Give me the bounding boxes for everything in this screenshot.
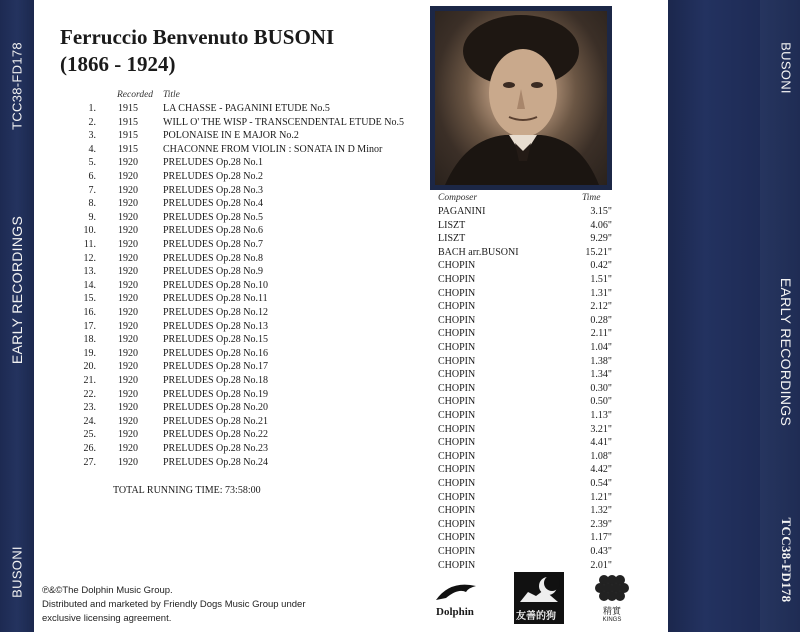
track-title: PRELUDES Op.28 No.5 (163, 211, 264, 223)
track-row (0, 156, 800, 170)
track-title: PRELUDES Op.28 No.19 (163, 388, 269, 400)
track-row (0, 184, 800, 198)
track-composer: CHOPIN (438, 532, 476, 544)
track-time: 1.04" (590, 342, 612, 353)
track-year: 1920 (118, 171, 138, 182)
track-number: 22. (83, 388, 96, 400)
track-composer: BACH arr.BUSONI (438, 246, 519, 258)
track-number: 24. (83, 415, 96, 427)
track-composer: CHOPIN (438, 355, 476, 367)
composer-row (0, 382, 800, 396)
track-number: 27. (83, 456, 96, 468)
composer-row (0, 205, 800, 219)
composer-row (0, 355, 800, 369)
track-time: 1.38" (590, 355, 612, 367)
page-title (60, 24, 334, 78)
kings-logo-cn: 精實 (602, 607, 621, 617)
track-year: 1920 (118, 456, 138, 468)
left-spine-series: EARLY RECORDINGS (9, 215, 25, 365)
track-time: 1.31" (590, 287, 612, 299)
track-year: 1920 (118, 225, 138, 237)
track-number: 12. (83, 252, 96, 264)
track-year: 1915 (118, 143, 138, 155)
composer-dates: (1866 - 1924) (60, 52, 176, 76)
track-time: 2.01" (590, 559, 612, 571)
track-year: 1920 (118, 402, 138, 414)
track-composer: CHOPIN (438, 505, 476, 517)
track-time: 15.21" (585, 246, 612, 258)
composer-row (0, 395, 800, 409)
dolphin-logo (432, 578, 488, 624)
track-row (0, 170, 800, 184)
track-time: 2.11" (590, 328, 612, 340)
track-title: LA CHASSE - PAGANINI ETUDE No.5 (163, 103, 330, 114)
track-row (0, 102, 800, 116)
track-year: 1915 (118, 103, 138, 114)
composer-row (0, 559, 800, 573)
track-number: 21. (83, 375, 96, 386)
track-time: 0.54" (590, 478, 612, 489)
track-year: 1920 (118, 415, 138, 427)
track-title: PRELUDES Op.28 No.15 (163, 334, 269, 346)
track-year: 1920 (118, 388, 138, 400)
track-number: 10. (83, 225, 96, 237)
track-title: PRELUDES Op.28 No.1 (163, 157, 264, 169)
track-time: 4.41" (590, 437, 612, 449)
track-year: 1920 (118, 429, 138, 441)
track-time: 1.13" (590, 410, 612, 421)
track-number: 26. (83, 443, 96, 454)
track-composer: CHOPIN (438, 518, 476, 530)
composer-row (0, 409, 800, 423)
track-year: 1920 (118, 184, 138, 196)
composer-row (0, 368, 800, 382)
track-composer: CHOPIN (438, 260, 476, 272)
track-composer: CHOPIN (438, 437, 476, 449)
composer-row (0, 504, 800, 518)
track-year: 1920 (118, 347, 138, 359)
track-time: 0.50" (590, 396, 612, 408)
track-title: PRELUDES Op.28 No.21 (163, 415, 269, 427)
track-number: 5. (88, 157, 96, 169)
track-composer: CHOPIN (438, 328, 476, 340)
dolphin-icon (432, 578, 488, 606)
track-time: 1.21" (590, 491, 612, 503)
composer-row (0, 423, 800, 437)
composer-row (0, 246, 800, 260)
track-time: 1.34" (590, 369, 612, 381)
track-title: WILL O' THE WISP - TRANSCENDENTAL ETUDE No.5 (163, 116, 404, 128)
track-year: 1920 (118, 375, 138, 386)
track-title: PRELUDES Op.28 No.13 (163, 320, 269, 332)
track-row (0, 116, 800, 130)
composer-row (0, 287, 800, 301)
track-time: 4.42" (590, 464, 612, 476)
dolphin-logo-text: Dolphin (436, 606, 474, 618)
track-number: 7. (88, 184, 96, 196)
track-title: PRELUDES Op.28 No.17 (163, 361, 269, 373)
track-time: 3.15" (590, 206, 612, 217)
track-time: 1.08" (590, 450, 612, 462)
track-title: PRELUDES Op.28 No.24 (163, 456, 269, 468)
track-title: POLONAISE IN E MAJOR No.2 (163, 130, 299, 142)
track-time: 4.06" (590, 219, 612, 231)
track-composer: CHOPIN (438, 382, 476, 394)
composer-row (0, 531, 800, 545)
track-year: 1920 (118, 252, 138, 264)
composer-row (0, 436, 800, 450)
track-time: 3.21" (590, 423, 612, 435)
track-composer: CHOPIN (438, 396, 476, 408)
track-composer: CHOPIN (438, 287, 476, 299)
track-time: 1.32" (590, 505, 612, 517)
track-number: 16. (83, 307, 96, 318)
track-time: 0.42" (590, 260, 612, 272)
track-composer: CHOPIN (438, 478, 476, 489)
track-composer: CHOPIN (438, 464, 476, 476)
track-composer: CHOPIN (438, 314, 476, 326)
track-number: 1. (88, 103, 96, 114)
track-row (0, 143, 800, 157)
track-number: 3. (88, 130, 96, 142)
track-composer: CHOPIN (438, 369, 476, 381)
track-year: 1920 (118, 320, 138, 332)
track-composer: CHOPIN (438, 274, 476, 285)
track-number: 9. (88, 211, 96, 223)
track-title: PRELUDES Op.28 No.18 (163, 375, 269, 386)
track-number: 20. (83, 361, 96, 373)
composer-row (0, 219, 800, 233)
track-number: 15. (83, 293, 96, 305)
track-composer: PAGANINI (438, 206, 486, 217)
track-title: PRELUDES Op.28 No.3 (163, 184, 264, 196)
track-composer: CHOPIN (438, 301, 476, 313)
right-spine-catalog: TCC38-FD178 (779, 517, 794, 603)
track-time: 1.51" (590, 274, 612, 285)
composer-row (0, 450, 800, 464)
track-title: PRELUDES Op.28 No.16 (163, 347, 269, 359)
time-header: Time (582, 193, 601, 203)
track-time: 2.12" (590, 301, 612, 313)
track-composer: CHOPIN (438, 342, 476, 353)
track-year: 1920 (118, 198, 138, 210)
track-title: PRELUDES Op.28 No.22 (163, 429, 269, 441)
track-year: 1920 (118, 239, 138, 250)
track-number: 11. (83, 239, 96, 250)
left-spine-catalog: TCC38-FD178 (9, 42, 25, 130)
track-composer: LISZT (438, 219, 466, 231)
track-year: 1920 (118, 307, 138, 318)
track-number: 25. (83, 429, 96, 441)
composer-row (0, 327, 800, 341)
track-number: 4. (88, 143, 96, 155)
left-spine-artist: BUSONI (9, 546, 25, 598)
composer-row (0, 341, 800, 355)
track-year: 1920 (118, 266, 138, 278)
track-row (0, 129, 800, 143)
track-number: 2. (88, 116, 96, 128)
track-title: PRELUDES Op.28 No.23 (163, 443, 269, 454)
track-composer: CHOPIN (438, 491, 476, 503)
friendly-dogs-logo-text: 友善的狗 (516, 611, 556, 622)
track-title: PRELUDES Op.28 No.10 (163, 279, 269, 291)
licensing-line: exclusive licensing agreement. (42, 613, 172, 624)
track-year: 1920 (118, 293, 138, 305)
track-year: 1920 (118, 279, 138, 291)
friendly-dogs-logo (514, 572, 564, 624)
track-composer: LISZT (438, 233, 466, 245)
total-running-time: TOTAL RUNNING TIME: 73:58:00 (113, 485, 261, 496)
track-year: 1920 (118, 157, 138, 169)
track-title: PRELUDES Op.28 No.7 (163, 239, 264, 250)
track-year: 1920 (118, 361, 138, 373)
track-number: 18. (83, 334, 96, 346)
track-number: 8. (88, 198, 96, 210)
track-title: PRELUDES Op.28 No.12 (163, 307, 269, 318)
track-title: PRELUDES Op.28 No.9 (163, 266, 264, 278)
track-composer: CHOPIN (438, 410, 476, 421)
track-number: 6. (88, 171, 96, 182)
composer-row (0, 259, 800, 273)
composer-row (0, 300, 800, 314)
track-year: 1915 (118, 130, 138, 142)
track-time: 9.29" (590, 233, 612, 245)
kings-logo-en: KINGS (602, 617, 622, 623)
track-title: CHACONNE FROM VIOLIN : SONATA IN D Minor (163, 143, 383, 155)
kings-logo (592, 572, 632, 626)
track-time: 0.28" (590, 314, 612, 326)
moon-dog-icon (514, 572, 564, 606)
recorded-header: Recorded (117, 90, 154, 100)
track-composer: CHOPIN (438, 546, 476, 557)
track-composer: CHOPIN (438, 559, 476, 571)
track-year: 1915 (118, 116, 138, 128)
track-time: 2.39" (590, 518, 612, 530)
composer-row (0, 232, 800, 246)
kings-hexagon-icon (594, 572, 630, 602)
track-composer: CHOPIN (438, 450, 476, 462)
track-title: PRELUDES Op.28 No.4 (163, 198, 264, 210)
track-number: 19. (83, 347, 96, 359)
right-spine-artist: BUSONI (778, 42, 794, 94)
track-title: PRELUDES Op.28 No.6 (163, 225, 264, 237)
copyright-line: ℗&©The Dolphin Music Group. (42, 585, 173, 596)
track-title: PRELUDES Op.28 No.8 (163, 252, 264, 264)
right-spine-series: EARLY RECORDINGS (778, 277, 794, 427)
composer-name: Ferruccio Benvenuto BUSONI (60, 25, 335, 49)
composer-header: Composer (438, 193, 478, 203)
composer-row (0, 545, 800, 559)
track-title: PRELUDES Op.28 No.2 (163, 171, 264, 182)
track-year: 1920 (118, 211, 138, 223)
track-time: 1.17" (590, 532, 612, 544)
track-time: 0.30" (590, 382, 612, 394)
track-number: 17. (83, 320, 96, 332)
track-time: 0.43" (590, 546, 612, 557)
track-number: 14. (83, 279, 96, 291)
track-title: PRELUDES Op.28 No.20 (163, 402, 269, 414)
title-header: Title (163, 90, 180, 100)
composer-row (0, 518, 800, 532)
distribution-line: Distributed and marketed by Friendly Dogs Music Group under (42, 599, 306, 610)
composer-row (0, 314, 800, 328)
track-composer: CHOPIN (438, 423, 476, 435)
composer-row (0, 273, 800, 287)
track-year: 1920 (118, 334, 138, 346)
track-year: 1920 (118, 443, 138, 454)
track-number: 23. (83, 402, 96, 414)
track-number: 13. (83, 266, 96, 278)
composer-row (0, 463, 800, 477)
track-title: PRELUDES Op.28 No.11 (163, 293, 268, 305)
